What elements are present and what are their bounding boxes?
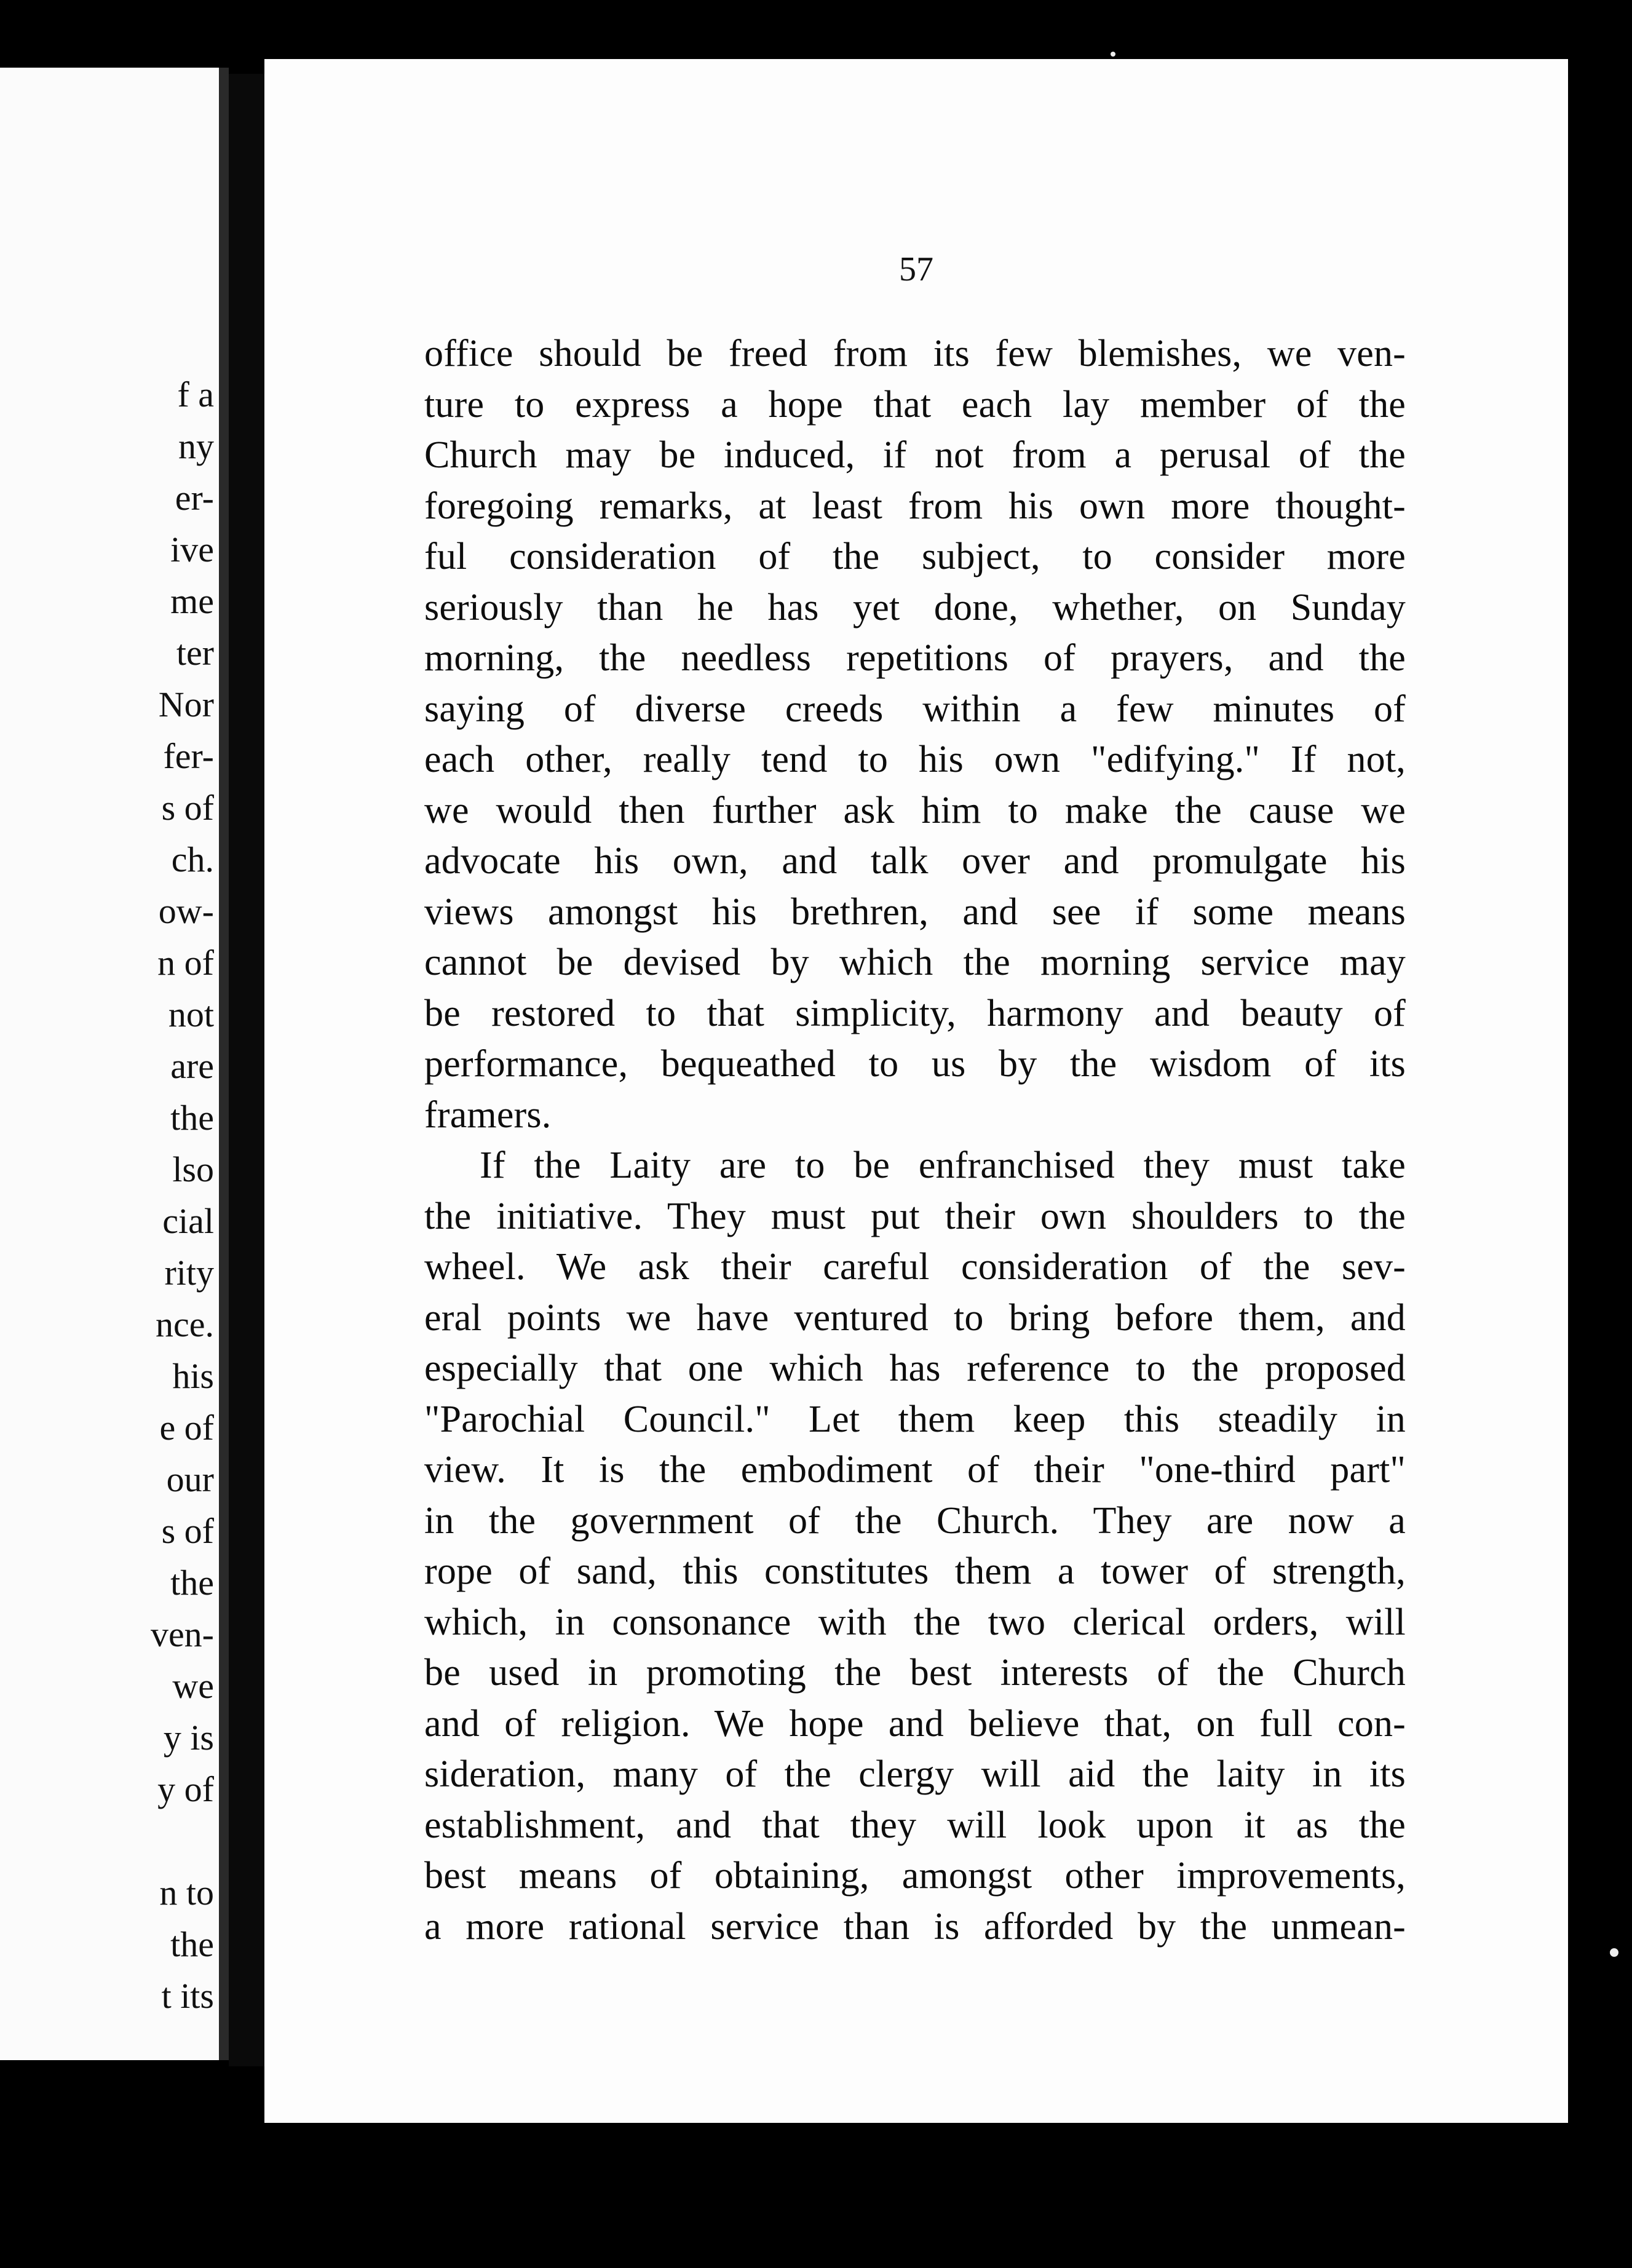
fragment-line: cial [162, 1201, 214, 1241]
fragment-line: s of [161, 788, 214, 828]
text-line: each other, really tend to his own "edifying." If not, [424, 739, 1406, 780]
fragment-line: not [168, 994, 214, 1034]
text-line: morning, the needless repetitions of prayers, and the [424, 637, 1406, 679]
text-line: be restored to that simplicity, harmony and beauty of [424, 992, 1406, 1034]
fragment-line: his [172, 1356, 214, 1396]
text-line: be used in promoting the best interests of the Church [424, 1652, 1406, 1694]
fragment-line: Nor [158, 684, 214, 724]
scan-speck [1610, 1948, 1618, 1957]
fragment-line: ive [170, 529, 214, 569]
text-line: foregoing remarks, at least from his own more thought- [424, 485, 1406, 527]
text-line: the initiative. They must put their own shoulders to the [424, 1195, 1406, 1237]
text-line: ful consideration of the subject, to consider more [424, 536, 1406, 577]
fragment-line: lso [172, 1149, 214, 1189]
fragment-line: s of [161, 1511, 214, 1551]
text-line: in the government of the Church. They are now a [424, 1499, 1406, 1542]
book-gutter [229, 74, 264, 2066]
fragment-line: the [170, 1098, 214, 1138]
text-line: performance, bequeathed to us by the wisdom of its [424, 1043, 1406, 1085]
facing-page-text [5, 369, 214, 2022]
fragment-line: nce. [156, 1304, 214, 1344]
fragment-line: me [170, 581, 214, 621]
fragment-line: ch. [171, 839, 214, 879]
text-line: saying of diverse creeds within a few minutes of [424, 688, 1406, 730]
text-line: views amongst his brethren, and see if some means [424, 890, 1406, 933]
fragment-line: t its [161, 1976, 214, 2016]
text-line: advocate his own, and talk over and promulgate his [424, 840, 1406, 882]
text-line: which, in consonance with the two clerical orders, will [424, 1601, 1406, 1643]
fragment-line: n of [157, 943, 214, 983]
fragment-line: ow- [158, 891, 214, 931]
text-line: we would then further ask him to make the cause we [424, 789, 1406, 831]
fragment-line: e of [159, 1408, 214, 1448]
text-line: cannot be devised by which the morning service may [424, 942, 1406, 983]
scan-speck [1111, 52, 1115, 57]
body-text [424, 328, 1406, 1952]
text-line: sideration, many of the clergy will aid the laity in its [424, 1753, 1406, 1795]
text-line: establishment, and that they will look upon it as the [424, 1804, 1406, 1846]
fragment-line: ny [178, 426, 214, 466]
fragment-line: we [172, 1666, 214, 1706]
text-line: ture to express a hope that each lay member of the [424, 383, 1406, 426]
fragment-line [5, 1815, 214, 1867]
text-line: "Parochial Council." Let them keep this steadily in [424, 1398, 1406, 1440]
fragment-line: f a [177, 375, 214, 414]
fragment-line: y is [163, 1718, 214, 1758]
text-line: eral points we have ventured to bring before them, and [424, 1296, 1406, 1339]
text-line: rope of sand, this constitutes them a tower of strength, [424, 1550, 1406, 1592]
fragment-line: our [166, 1459, 214, 1499]
fragment-line: the [170, 1924, 214, 1964]
fragment-line: fer- [163, 736, 214, 776]
text-line: Church may be induced, if not from a perusal of the [424, 434, 1406, 476]
fragment-line: ter [176, 633, 214, 673]
text-line: and of religion. We hope and believe that, on full con- [424, 1702, 1406, 1745]
fragment-line: ven- [150, 1614, 214, 1654]
page-edge-shadow [219, 68, 229, 2060]
fragment-line: rity [164, 1253, 214, 1293]
page-number: 57 [899, 250, 933, 288]
page-right [264, 59, 1568, 2123]
text-line: best means of obtaining, amongst other improvements, [424, 1855, 1406, 1897]
text-line: especially that one which has reference to the proposed [424, 1347, 1406, 1389]
text-line: view. It is the embodiment of their "one-third part" [424, 1449, 1406, 1491]
text-line: If the Laity are to be enfranchised they must take [480, 1144, 1406, 1186]
text-line: wheel. We ask their careful consideration of the sev- [424, 1246, 1406, 1288]
facing-page-left [0, 68, 229, 2060]
fragment-line: er- [175, 478, 214, 518]
text-line: seriously than he has yet done, whether, on Sunday [424, 586, 1406, 628]
fragment-line: n to [159, 1873, 214, 1913]
text-line: a more rational service than is afforded by the unmean- [424, 1905, 1406, 1948]
fragment-line: y of [157, 1769, 214, 1809]
text-line: office should be freed from its few blemishes, we ven- [424, 333, 1406, 375]
fragment-line: are [170, 1046, 214, 1086]
text-line: framers. [424, 1093, 552, 1136]
fragment-line: the [170, 1563, 214, 1603]
